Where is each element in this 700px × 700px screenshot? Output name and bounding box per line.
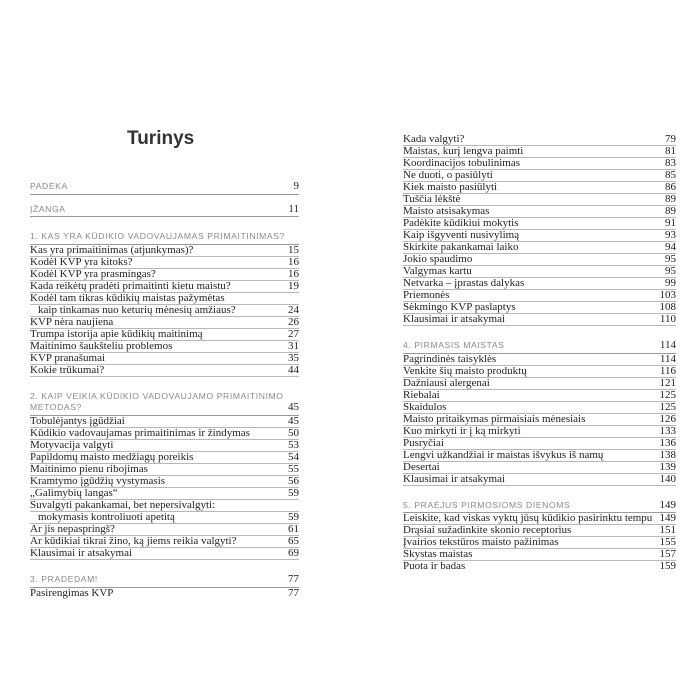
section-spacer bbox=[30, 560, 299, 574]
toc-entry-page-number: 83 bbox=[665, 157, 676, 169]
toc-entry-page-number: 86 bbox=[665, 181, 676, 193]
section-spacer bbox=[403, 326, 676, 340]
toc-entry-page-number: 138 bbox=[659, 448, 676, 461]
toc-entry[interactable] bbox=[30, 588, 299, 599]
toc-entry-page-number: 24 bbox=[288, 303, 299, 316]
toc-entry-label: Kada reikėtų pradėti primaitinti kietu maistu? bbox=[30, 279, 231, 292]
toc-entry-page-number: 108 bbox=[659, 301, 676, 313]
toc-entry-label: Netvarka – įprastas dalykas bbox=[403, 277, 525, 289]
section-heading-label: 5. PRAĖJUS PIRMOSIOMS DIENOMS bbox=[403, 499, 571, 510]
section-page-number: 9 bbox=[293, 180, 299, 192]
toc-entry-label: Koordinacijos tobulinimas bbox=[403, 157, 521, 169]
toc-entry-page-number: 79 bbox=[665, 133, 676, 145]
toc-entry-label: Dažniausi alergenai bbox=[403, 376, 490, 389]
section-page-number: 11 bbox=[288, 202, 299, 215]
toc-entry[interactable] bbox=[403, 438, 676, 450]
toc-entry[interactable] bbox=[403, 402, 676, 414]
toc-entry-page-number: 59 bbox=[288, 486, 299, 499]
toc-entry-label: Maisto pritaikymas pirmaisiais mėnesiais bbox=[403, 412, 586, 425]
toc-entry-label: Maisto atsisakymas bbox=[403, 205, 490, 217]
toc-entry[interactable] bbox=[403, 354, 676, 366]
toc-entry[interactable] bbox=[403, 414, 676, 426]
toc-entry[interactable] bbox=[30, 317, 299, 329]
toc-entry-page-number: 99 bbox=[665, 277, 676, 289]
toc-entry-label: Leiskite, kad viskas vyktų jūsų kūdikio pasirinktu tempu bbox=[403, 512, 653, 525]
toc-entry-label: Klausimai ir atsakymai bbox=[30, 546, 133, 559]
section-heading-label: 1. KAS YRA KŪDIKIO VADOVAUJAMAS PRIMAITINIMAS? bbox=[30, 231, 285, 242]
toc-entry-label: Papildomų maisto medžiagų poreikis bbox=[30, 450, 194, 463]
toc-entry[interactable] bbox=[30, 269, 299, 281]
toc-entry-label: Puota ir badas bbox=[403, 560, 466, 573]
toc-entry[interactable] bbox=[30, 281, 299, 293]
toc-entry-page-number: 103 bbox=[659, 289, 676, 301]
section-page-number: 114 bbox=[659, 339, 676, 351]
toc-entry-page-number: 159 bbox=[659, 560, 676, 573]
toc-entry-page-number: 56 bbox=[288, 474, 299, 487]
toc-entry-label: Skaidulos bbox=[403, 400, 447, 413]
toc-entry-page-number: 139 bbox=[659, 460, 676, 473]
toc-entry-page-number: 95 bbox=[665, 265, 676, 277]
toc-entry-page-number: 69 bbox=[288, 546, 299, 559]
section-spacer bbox=[30, 217, 299, 231]
toc-entry-label: Kuo mirkyti ir į ką mirkyti bbox=[403, 424, 521, 437]
toc-entry-page-number: 77 bbox=[288, 586, 299, 599]
section-heading-continued[interactable] bbox=[30, 402, 299, 416]
section-spacer bbox=[30, 195, 299, 204]
toc-entry[interactable] bbox=[403, 378, 676, 390]
toc-entry-page-number: 133 bbox=[659, 424, 676, 437]
toc-entry-label: Įvairios tekstūros maisto pažinimas bbox=[403, 536, 559, 549]
toc-entry-label: Venkite šių maisto produktų bbox=[403, 364, 527, 377]
toc-entry-page-number: 55 bbox=[288, 462, 299, 475]
toc-entry-label: Kaip išgyventi nusivylimą bbox=[403, 229, 520, 241]
toc-entry-label: Padėkite kūdikiui mokytis bbox=[403, 217, 519, 229]
section-heading-label: 3. PRADEDAM! bbox=[30, 573, 98, 584]
toc-entry-page-number: 136 bbox=[659, 436, 676, 449]
toc-entry-label: Pasirengimas KVP bbox=[30, 586, 114, 599]
toc-entry[interactable] bbox=[30, 365, 299, 377]
toc-entry-page-number: 114 bbox=[659, 352, 676, 365]
toc-entry-label: Pagrindinės taisyklės bbox=[403, 352, 497, 365]
toc-entry[interactable] bbox=[403, 474, 676, 486]
toc-entry-label: Pusryčiai bbox=[403, 436, 444, 449]
toc-entry-label: Kiek maisto pasiūlyti bbox=[403, 181, 498, 193]
page-title: Turinys bbox=[127, 128, 195, 149]
toc-entry-label: Ar jis nepaspringš? bbox=[30, 522, 115, 535]
toc-entry[interactable] bbox=[30, 257, 299, 269]
toc-entry-label: Valgymas kartu bbox=[403, 265, 472, 277]
toc-left-column bbox=[30, 181, 299, 599]
section-heading-label: 4. PIRMASIS MAISTAS bbox=[403, 340, 505, 350]
toc-entry-label: mokymasis kontroliuoti apetitą bbox=[38, 510, 175, 523]
section-heading[interactable] bbox=[30, 574, 299, 588]
toc-entry-label: KVP pranašumai bbox=[30, 351, 106, 364]
toc-entry-page-number: 35 bbox=[288, 351, 299, 364]
section-heading[interactable] bbox=[30, 231, 299, 245]
toc-entry[interactable] bbox=[403, 390, 676, 402]
toc-entry-label: Skirkite pakankamai laiko bbox=[403, 241, 519, 253]
toc-entry-page-number: 16 bbox=[288, 255, 299, 268]
toc-entry[interactable] bbox=[403, 314, 676, 326]
toc-entry-page-number: 140 bbox=[659, 472, 676, 485]
toc-entry-page-number: 54 bbox=[288, 450, 299, 463]
toc-entry-page-number: 155 bbox=[659, 536, 676, 549]
toc-entry-label: Tuščia lėkštė bbox=[403, 193, 461, 205]
toc-entry-page-number: 65 bbox=[288, 534, 299, 547]
toc-entry-label: Suvalgyti pakankamai, bet nepersivalgyti: bbox=[30, 498, 216, 511]
toc-entry[interactable] bbox=[30, 245, 299, 257]
toc-entry[interactable] bbox=[403, 462, 676, 474]
toc-entry-label: kaip tinkamas nuo keturių mėnesių amžiaus? bbox=[38, 303, 236, 316]
toc-entry-label: KVP nėra naujiena bbox=[30, 315, 114, 328]
toc-entry-label: „Galimybių langas“ bbox=[30, 486, 118, 499]
toc-entry-label: Ne duoti, o pasiūlyti bbox=[403, 169, 493, 181]
toc-entry-page-number: 110 bbox=[659, 313, 676, 325]
toc-entry-label: Ar kūdikiai tikrai žino, ką jiems reikia valgyti? bbox=[30, 534, 237, 547]
toc-entry-label: Desertai bbox=[403, 460, 440, 473]
toc-entry-page-number: 149 bbox=[659, 512, 676, 525]
toc-entry-page-number: 81 bbox=[665, 145, 676, 157]
toc-entry-label: Kūdikio vadovaujamas primaitinimas ir žindymas bbox=[30, 426, 250, 439]
section-page-number: 77 bbox=[288, 572, 299, 585]
section-page-number: 149 bbox=[659, 498, 676, 511]
section-page-number: 45 bbox=[288, 401, 299, 414]
toc-entry-page-number: 125 bbox=[659, 400, 676, 413]
toc-entry-label: Motyvacija valgyti bbox=[30, 438, 114, 451]
toc-entry-page-number: 16 bbox=[288, 267, 299, 280]
toc-entry[interactable] bbox=[30, 329, 299, 341]
toc-entry[interactable] bbox=[30, 293, 299, 305]
toc-entry[interactable] bbox=[30, 305, 299, 317]
toc-entry[interactable] bbox=[30, 353, 299, 365]
section-heading-label: 2. KAIP VEIKIA KŪDIKIO VADOVAUJAMO PRIMAITINIMO bbox=[30, 390, 284, 401]
toc-entry-label: Lengvi užkandžiai ir maistas išvykus iš namų bbox=[403, 448, 604, 461]
toc-entry-label: Klausimai ir atsakymai bbox=[403, 313, 506, 325]
section-heading[interactable] bbox=[403, 340, 676, 354]
toc-entry[interactable] bbox=[403, 426, 676, 438]
toc-entry-label: Jokio spaudimo bbox=[403, 253, 473, 265]
section-spacer bbox=[30, 377, 299, 391]
toc-entry-label: Drąsiai sužadinkite skonio receptorius bbox=[403, 524, 572, 537]
toc-entry-label: Riebalai bbox=[403, 388, 440, 401]
section-heading-label: ĮŽANGA bbox=[30, 203, 66, 214]
toc-entry-page-number: 59 bbox=[288, 510, 299, 523]
toc-entry-label: Priemonės bbox=[403, 289, 450, 301]
toc-entry-label: Kodėl tam tikras kūdikių maistas pažymėtas bbox=[30, 291, 225, 304]
toc-entry[interactable] bbox=[30, 341, 299, 353]
toc-entry-page-number: 31 bbox=[288, 339, 299, 352]
section-heading-label: METODAS? bbox=[30, 402, 82, 413]
toc-entry[interactable] bbox=[403, 450, 676, 462]
toc-entry-page-number: 45 bbox=[288, 414, 299, 427]
toc-entry-page-number: 95 bbox=[665, 253, 676, 265]
section-heading[interactable] bbox=[30, 204, 299, 218]
toc-entry[interactable] bbox=[403, 561, 676, 572]
right-page bbox=[350, 0, 700, 700]
toc-entry-page-number: 89 bbox=[665, 193, 676, 205]
toc-entry-label: Tobulėjantys įgūdžiai bbox=[30, 414, 125, 427]
toc-entry-page-number: 89 bbox=[665, 205, 676, 217]
section-spacer bbox=[403, 486, 676, 500]
toc-entry-page-number: 126 bbox=[659, 412, 676, 425]
toc-entry-label: Maitinimo pienu ribojimas bbox=[30, 462, 148, 475]
toc-entry-page-number: 125 bbox=[659, 388, 676, 401]
toc-entry-page-number: 53 bbox=[288, 438, 299, 451]
toc-entry-page-number: 15 bbox=[288, 243, 299, 256]
toc-entry-label: Klausimai ir atsakymai bbox=[403, 472, 506, 485]
toc-entry-page-number: 19 bbox=[288, 279, 299, 292]
toc-entry-label: Skystas maistas bbox=[403, 548, 473, 561]
toc-entry-page-number: 121 bbox=[659, 376, 676, 389]
toc-entry-page-number: 94 bbox=[665, 241, 676, 253]
toc-entry-page-number: 44 bbox=[288, 363, 299, 376]
toc-entry-label: Trumpa istorija apie kūdikių maitinimą bbox=[30, 327, 203, 340]
section-heading[interactable] bbox=[30, 391, 299, 403]
toc-entry-label: Sėkmingo KVP paslaptys bbox=[403, 301, 516, 313]
toc-entry-label: Kokie trūkumai? bbox=[30, 363, 105, 376]
toc-entry-page-number: 61 bbox=[288, 522, 299, 535]
toc-entry-label: Kramtymo įgūdžių vystymasis bbox=[30, 474, 166, 487]
toc-entry-label: Maistas, kurį lengva paimti bbox=[403, 145, 524, 157]
toc-entry-page-number: 91 bbox=[665, 217, 676, 229]
toc-entry-page-number: 157 bbox=[659, 548, 676, 561]
toc-entry-page-number: 151 bbox=[659, 524, 676, 537]
toc-entry-label: Kodėl KVP yra prasmingas? bbox=[30, 267, 156, 280]
toc-entry-page-number: 27 bbox=[288, 327, 299, 340]
toc-entry[interactable] bbox=[403, 366, 676, 378]
section-heading[interactable] bbox=[403, 500, 676, 514]
toc-entry-page-number: 93 bbox=[665, 229, 676, 241]
toc-entry-page-number: 26 bbox=[288, 315, 299, 328]
toc-entry-label: Kada valgyti? bbox=[403, 133, 465, 145]
toc-entry[interactable] bbox=[30, 548, 299, 560]
toc-entry-label: Kodėl KVP yra kitoks? bbox=[30, 255, 133, 268]
toc-entry-label: Kas yra primaitinimas (atjunkymas)? bbox=[30, 243, 194, 256]
toc-entry-label: Maitinimo šaukšteliu problemos bbox=[30, 339, 173, 352]
toc-entry-page-number: 85 bbox=[665, 169, 676, 181]
toc-entry-page-number: 116 bbox=[659, 364, 676, 377]
toc-entry-page-number: 50 bbox=[288, 426, 299, 439]
toc-right-column bbox=[403, 134, 676, 572]
section-heading[interactable] bbox=[30, 181, 299, 195]
section-heading-label: PADĖKA bbox=[30, 181, 68, 191]
